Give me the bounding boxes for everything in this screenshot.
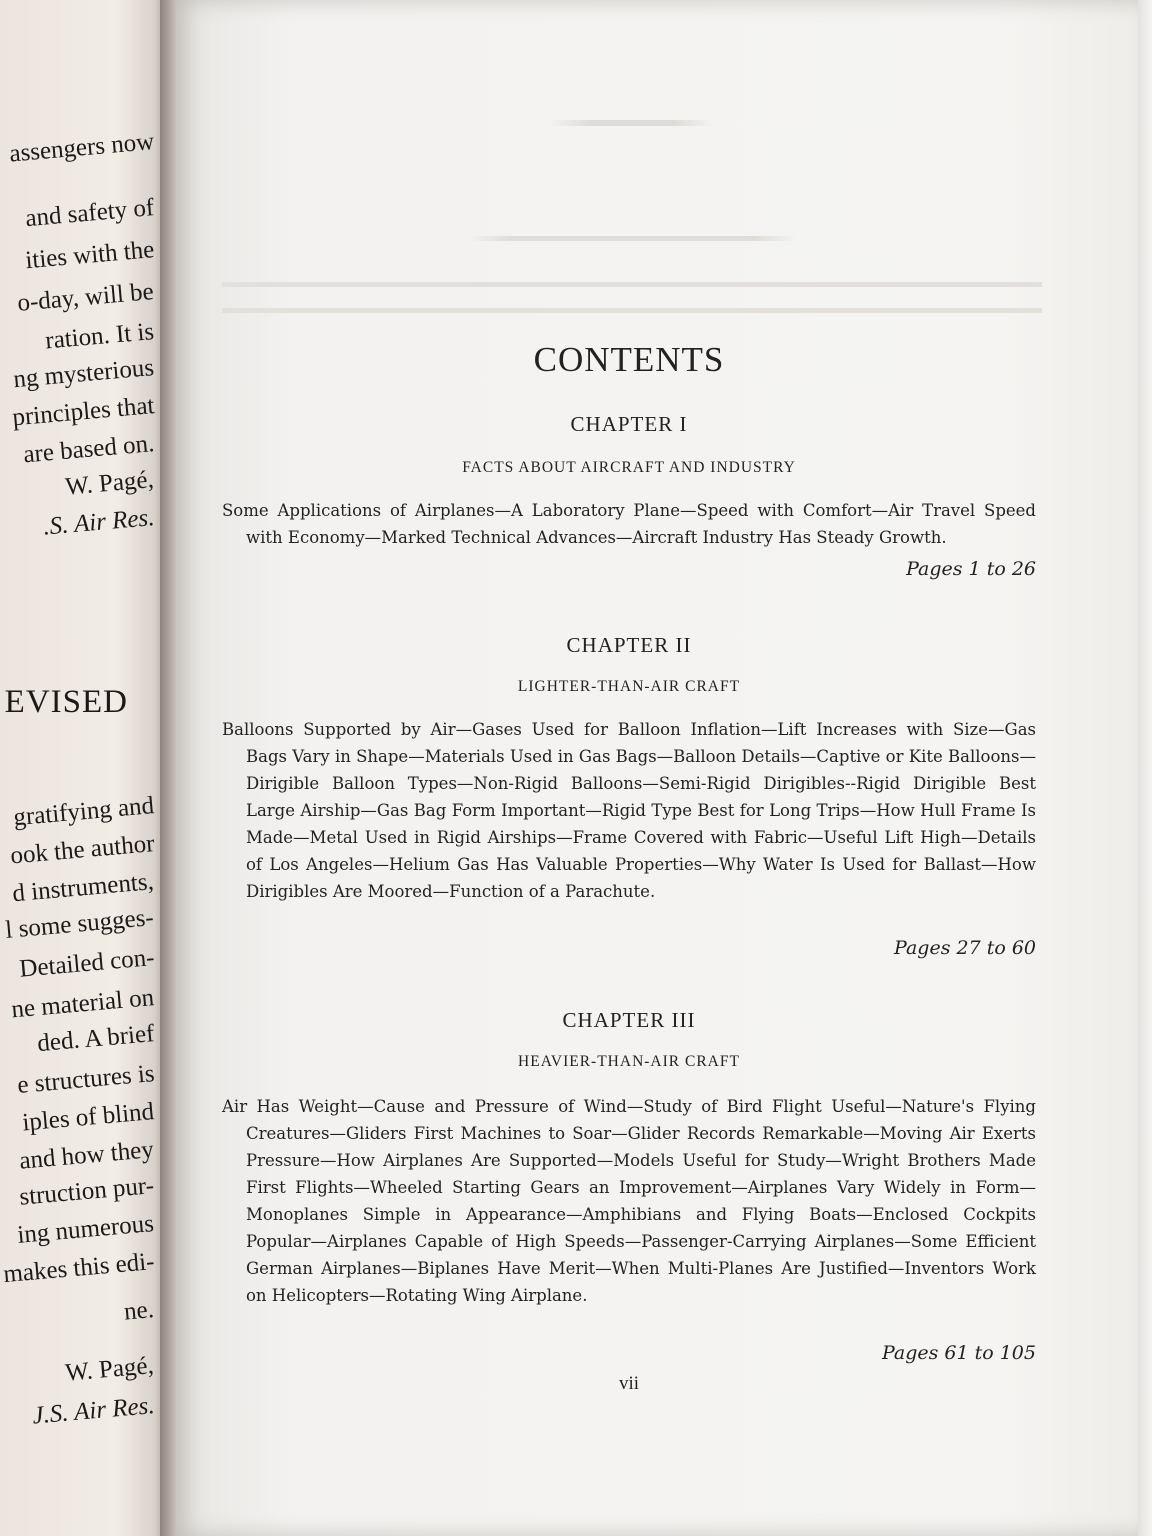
chapter-number: CHAPTER I xyxy=(570,412,688,436)
left-page-line: e structures is xyxy=(15,1060,156,1099)
left-page-line: ded. A brief xyxy=(35,1020,156,1058)
show-through-texture xyxy=(222,308,1042,313)
show-through-texture xyxy=(222,236,1042,241)
page-folio: vii xyxy=(618,1373,640,1394)
left-page-signature-title: .S. Air Res. xyxy=(41,504,156,541)
chapter-summary: Air Has Weight—Cause and Pressure of Wind—Study of Bird Flight Useful—Nature's Flying Creatures—Gliders First Machines to Soar—Glider Records Remarkable—Moving Air Exerts Pressure—How Airplanes Are Supported—Models Useful for Study—Wright Brothers Made First Flights—Wheeled Starting Gears an Improvement—Airplanes Vary Widely in Form—Monoplanes Simple in Appearance—Amphibians and Flying Boats—Enclosed Cockpits Popular—Airplanes Capable of High Speeds—Passenger-Carrying Airplanes—Some Efficient German Airplanes—Biplanes Have Merit—When Multi-Planes Are Justified—Inventors Work on Helicopters—Rotating Wing Airplane. xyxy=(222,1097,1036,1305)
left-page-line: ne. xyxy=(123,1296,156,1326)
left-page-line: ities with the xyxy=(24,236,156,275)
left-page-line: iples of blind xyxy=(21,1098,156,1137)
left-page-heading: EVISED xyxy=(4,684,128,720)
chapter-title: HEAVIER-THAN-AIR CRAFT xyxy=(518,1053,740,1070)
left-page-line: ne material on xyxy=(10,984,156,1024)
left-page-line: and how they xyxy=(18,1136,156,1175)
left-page-signature-name: W. Pagé, xyxy=(64,1352,156,1387)
left-page-line: gratifying and xyxy=(12,792,156,832)
left-page-line: ration. It is xyxy=(44,318,156,355)
contents-title: CONTENTS xyxy=(533,340,725,379)
chapter-page-range: Pages 61 to 105 xyxy=(881,1342,1036,1364)
show-through-texture xyxy=(222,282,1042,287)
chapter-number: CHAPTER III xyxy=(562,1008,696,1032)
left-page-line: struction pur- xyxy=(18,1172,156,1211)
chapter-number: CHAPTER II xyxy=(566,633,692,657)
left-page-line: and safety of xyxy=(24,194,156,233)
left-page-line: makes this edi- xyxy=(1,1248,156,1289)
chapter-title: FACTS ABOUT AIRCRAFT AND INDUSTRY xyxy=(462,459,796,476)
left-page-line: ng mysterious xyxy=(12,354,156,394)
left-page-line: are based on. xyxy=(22,430,156,469)
chapter-page-range: Pages 27 to 60 xyxy=(894,937,1036,959)
left-page-line: o-day, will be xyxy=(16,278,156,317)
left-page xyxy=(0,0,168,1536)
left-page-line: assengers now xyxy=(8,128,156,168)
left-page-line: ing numerous xyxy=(16,1210,156,1249)
chapter-page-range: Pages 1 to 26 xyxy=(906,558,1036,580)
chapter-title: LIGHTER-THAN-AIR CRAFT xyxy=(517,678,741,695)
left-page-signature-name: W. Pagé, xyxy=(64,466,156,501)
background-edge xyxy=(1138,0,1152,1536)
left-page-line: principles that xyxy=(10,392,156,432)
left-page-line: Detailed con- xyxy=(17,944,156,983)
show-through-texture xyxy=(222,120,1042,126)
left-page-line: d instruments, xyxy=(11,868,156,908)
left-page-line: ook the author xyxy=(8,830,156,870)
left-page-line: l some sugges- xyxy=(4,904,156,944)
chapter-summary: Balloons Supported by Air—Gases Used for Balloon Inflation—Lift Increases with Size—Gas Bags Vary in Shape—Materials Used in Gas Bags—Balloon Details—Captive or Kite Balloons—Dirigible Balloon Types—Non-Rigid Balloons—Semi-Rigid Dirigibles--Rigid Dirigible Best Large Airship—Gas Bag Form Important—Rigid Type Best for Long Trips—How Hull Frame Is Made—Metal Used in Rigid Airships—Frame Covered with Fabric—Useful Lift High—Details of Los Angeles—Helium Gas Has Valuable Properties—Why Water Is Used for Ballast—How Dirigibles Are Moored—Function of a Parachute. xyxy=(222,720,1036,901)
left-page-signature-title: J.S. Air Res. xyxy=(30,1392,156,1430)
chapter-summary: Some Applications of Airplanes—A Laboratory Plane—Speed with Comfort—Air Travel Speed with Economy—Marked Technical Advances—Aircraft Industry Has Steady Growth. xyxy=(222,501,1036,547)
